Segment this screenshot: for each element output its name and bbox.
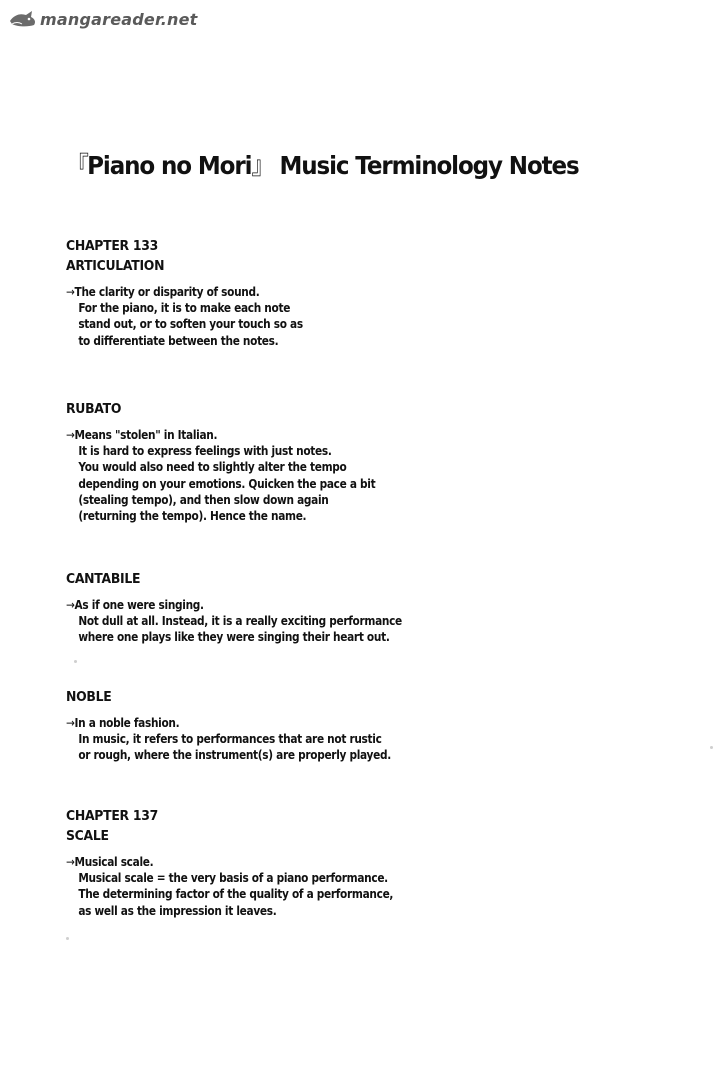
scan-speck <box>710 746 713 749</box>
definition-line: (returning the tempo). Hence the name. <box>78 509 307 524</box>
definition-line: The determining factor of the quality of a performance, <box>78 887 394 902</box>
section-noble <box>66 687 546 764</box>
page-title <box>66 146 579 182</box>
chapter-heading: CHAPTER 133 <box>66 238 158 254</box>
definition <box>66 854 546 919</box>
term-heading: SCALE <box>66 828 109 844</box>
title-series-name: Piano no Mori <box>87 151 252 180</box>
scan-speck <box>66 937 69 940</box>
definition-line: where one plays like they were singing their heart out. <box>78 630 390 645</box>
definition <box>66 597 546 646</box>
arrow-right-icon: → <box>66 716 75 730</box>
definition-line: Not dull at all. Instead, it is a really exciting performance <box>78 614 402 629</box>
definition-line: It is hard to express feelings with just notes. <box>78 444 332 459</box>
section-scale <box>66 806 546 919</box>
definition-line: (stealing tempo), and then slow down again <box>78 492 329 507</box>
arrow-right-icon: → <box>66 285 75 299</box>
definition <box>66 284 546 349</box>
section-articulation <box>66 236 546 349</box>
scan-speck <box>74 660 77 663</box>
term-heading: RUBATO <box>66 401 122 417</box>
definition <box>66 427 546 524</box>
arrow-right-icon: → <box>66 598 75 612</box>
arrow-right-icon: → <box>66 855 75 869</box>
watermark <box>8 6 198 32</box>
title-subtitle: Music Terminology Notes <box>279 151 579 180</box>
section-cantabile <box>66 569 546 646</box>
definition-line: →As if one were singing. <box>66 598 204 612</box>
term-heading: ARTICULATION <box>66 258 165 274</box>
fox-logo-icon <box>8 9 38 29</box>
definition-line: or rough, where the instrument(s) are properly played. <box>78 748 391 763</box>
watermark-text: mangareader.net <box>40 9 198 29</box>
definition-line: depending on your emotions. Quicken the pace a bit <box>78 476 376 491</box>
definition-line: Musical scale = the very basis of a piano performance. <box>78 871 388 886</box>
definition-line: For the piano, it is to make each note <box>78 301 291 316</box>
term-heading: NOBLE <box>66 689 112 705</box>
term-heading: CANTABILE <box>66 571 141 587</box>
definition-line: You would also need to slightly alter the tempo <box>78 460 347 475</box>
definition-line: →Musical scale. <box>66 855 154 869</box>
definition-line: →Means "stolen" in Italian. <box>66 428 218 442</box>
definition-line: →In a noble fashion. <box>66 716 180 730</box>
definition-line: →The clarity or disparity of sound. <box>66 285 260 299</box>
title-close-bracket: 』 <box>251 151 273 180</box>
chapter-heading: CHAPTER 137 <box>66 808 158 824</box>
definition <box>66 715 546 764</box>
definition-line: stand out, or to soften your touch so as <box>78 317 303 332</box>
title-open-bracket: 『 <box>66 151 88 180</box>
definition-line: In music, it refers to performances that are not rustic <box>78 732 382 747</box>
arrow-right-icon: → <box>66 428 75 442</box>
definition-line: to differentiate between the notes. <box>78 333 279 348</box>
definition-line: as well as the impression it leaves. <box>78 903 277 918</box>
section-rubato <box>66 399 546 524</box>
